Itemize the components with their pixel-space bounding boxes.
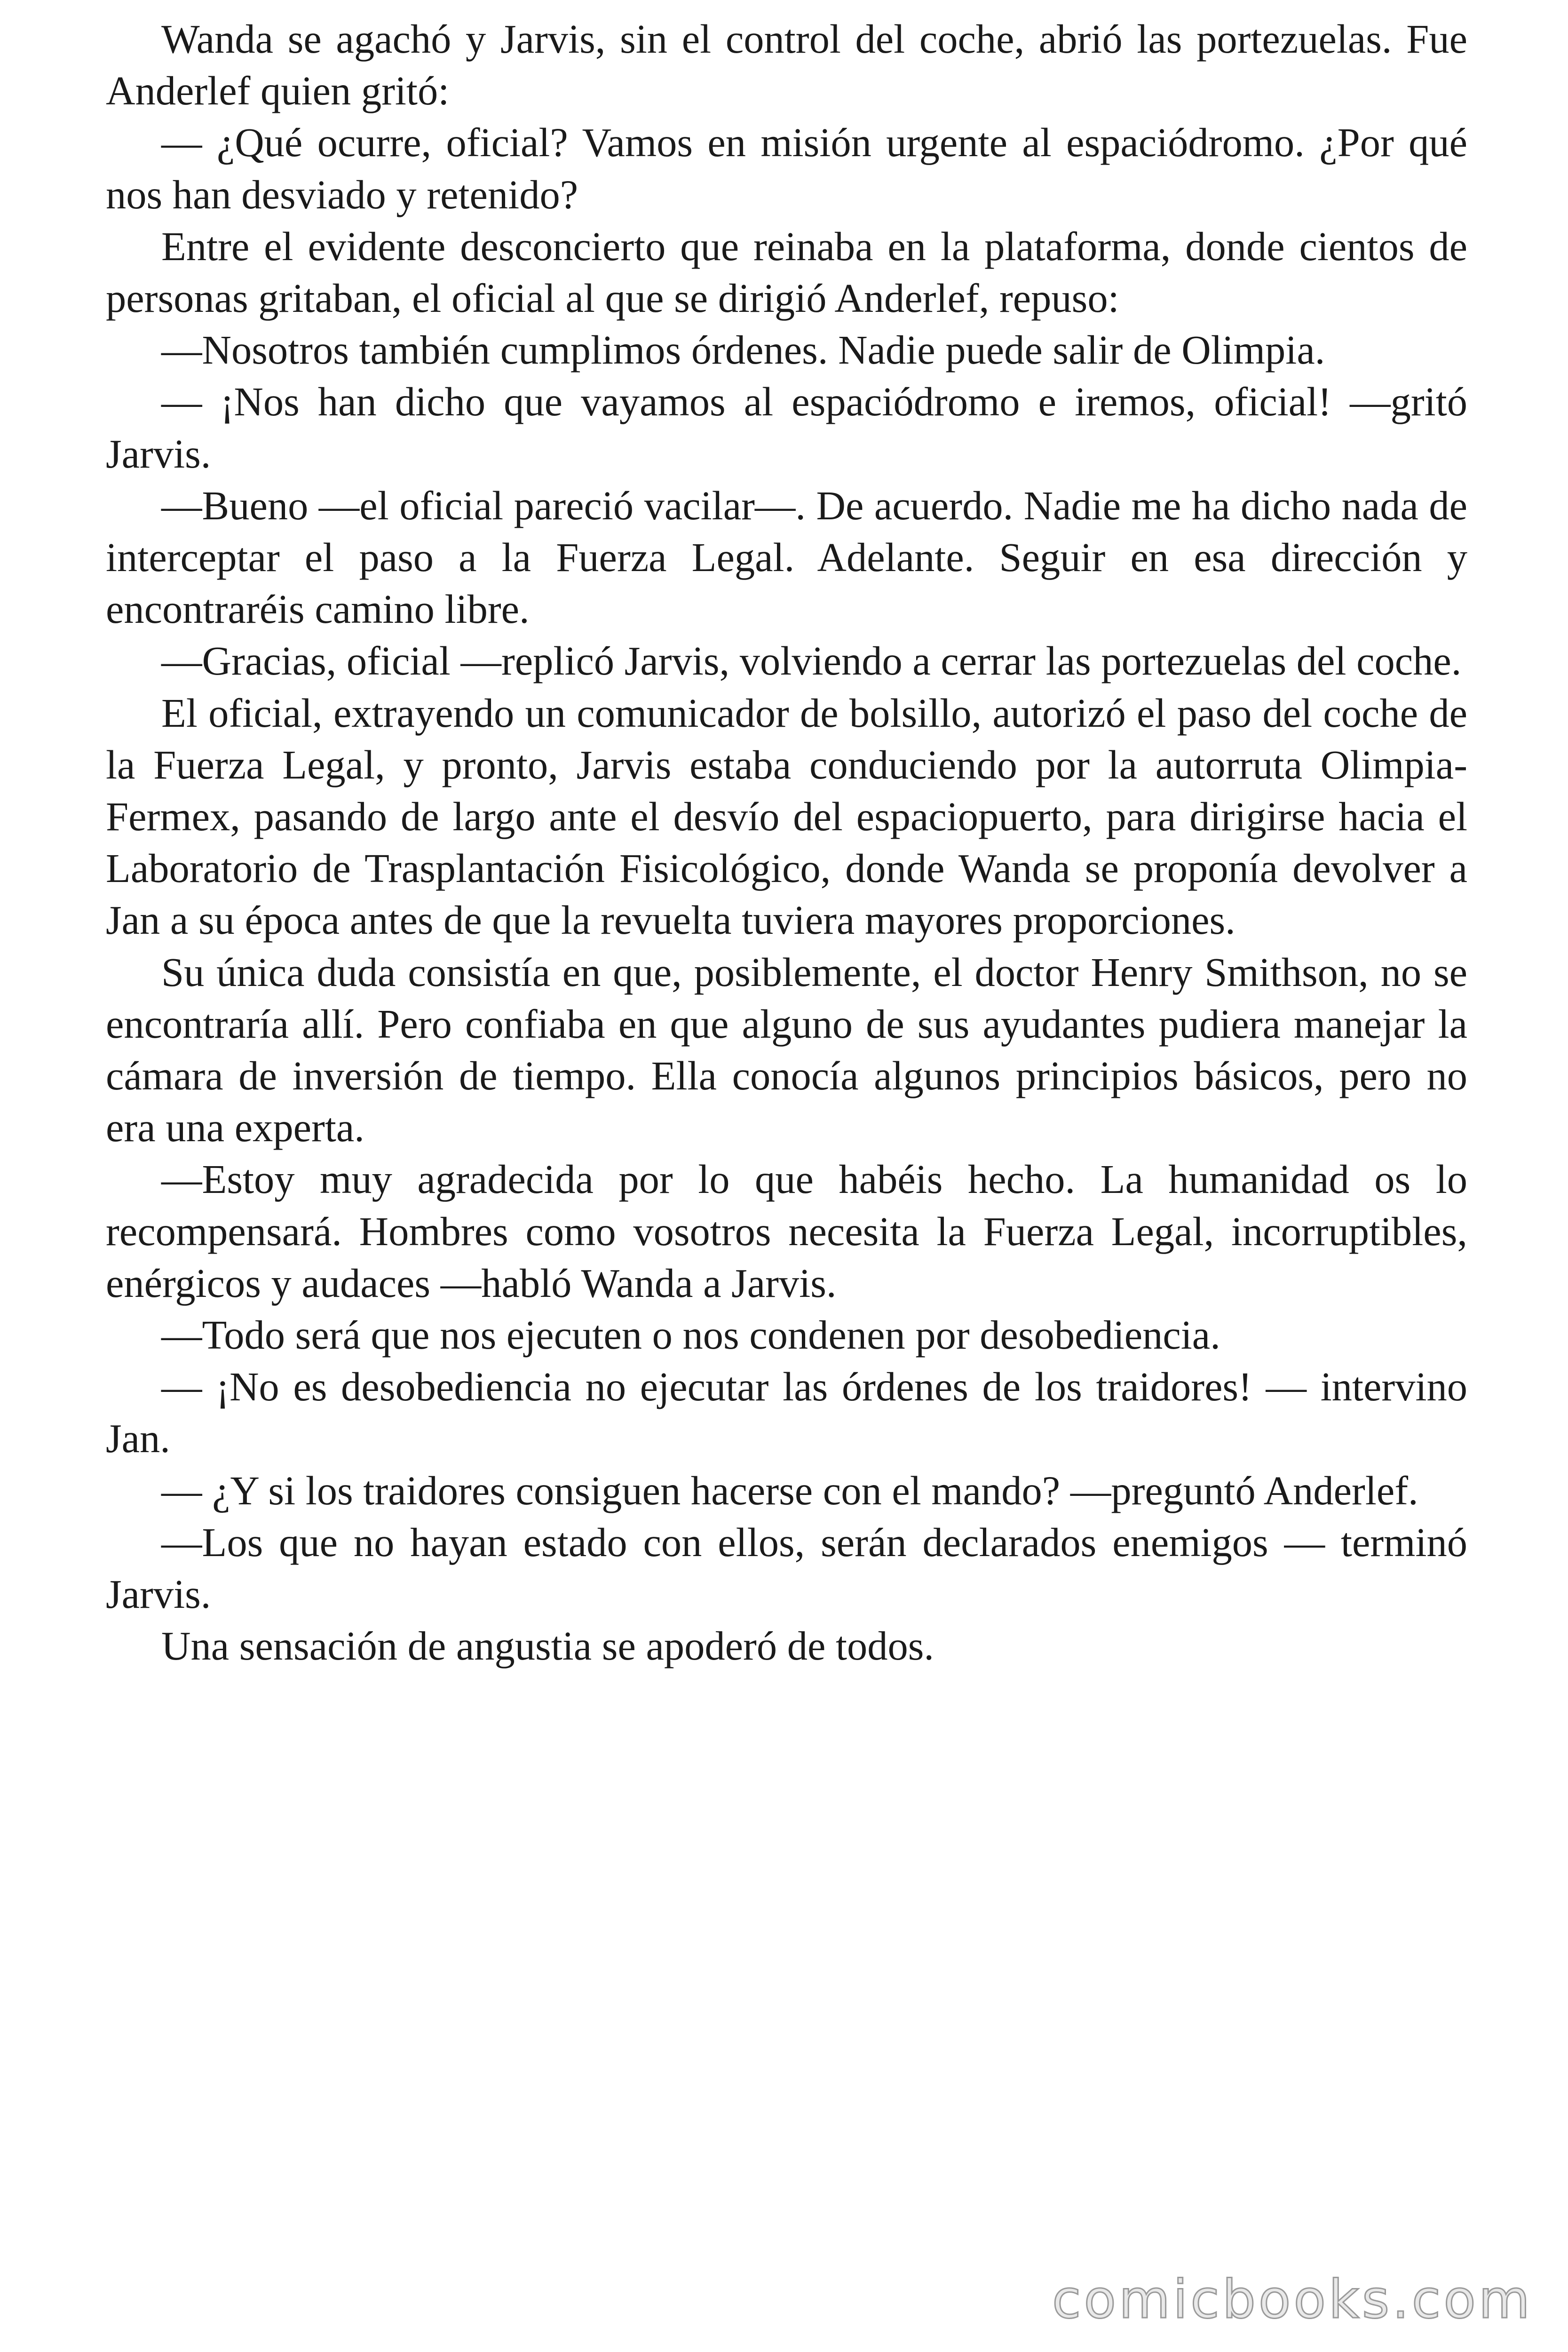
paragraph-8: El oficial, extrayendo un comunicador de bolsillo, autorizó el paso del coche de la Fuerza Legal, y pronto, Jarvis estaba conduciendo por la autorruta Olimpia-Fermex, pasando de largo ante el desvío del espaciopuerto, para dirigirse hacia el Laboratorio de Trasplantación Fisicológico, donde Wanda se proponía devolver a Jan a su época antes de que la revuelta tuviera mayores proporciones. bbox=[106, 690, 1467, 943]
paragraph-7: —Gracias, oficial —replicó Jarvis, volviendo a cerrar las portezuelas del coche. bbox=[161, 638, 1462, 684]
paragraph-6: —Bueno —el oficial pareció vacilar—. De acuerdo. Nadie me ha dicho nada de interceptar el paso a la Fuerza Legal. Adelante. Seguir en esa dirección y encontraréis camino libre. bbox=[106, 483, 1467, 632]
paragraph-2: — ¿Qué ocurre, oficial? Vamos en misión urgente al espaciódromo. ¿Por qué nos han desviado y retenido? bbox=[106, 120, 1467, 217]
paragraph-4: —Nosotros también cumplimos órdenes. Nadie puede salir de Olimpia. bbox=[161, 327, 1325, 373]
paragraph-11: —Todo será que nos ejecuten o nos condenen por desobediencia. bbox=[161, 1312, 1220, 1358]
paragraph-14: —Los que no hayan estado con ellos, serán declarados enemigos — terminó Jarvis. bbox=[106, 1519, 1467, 1617]
paragraph-5: — ¡Nos han dicho que vayamos al espaciódromo e iremos, oficial! —gritó Jarvis. bbox=[106, 379, 1467, 477]
site-watermark: comicbooks.com bbox=[1052, 2269, 1533, 2330]
paragraph-3: Entre el evidente desconcierto que reinaba en la plataforma, donde cientos de personas gritaban, el oficial al que se dirigió Anderlef, repuso: bbox=[106, 223, 1467, 321]
paragraph-9: Su única duda consistía en que, posiblemente, el doctor Henry Smithson, no se encontraría allí. Pero confiaba en que alguno de sus ayudantes pudiera manejar la cámara de inversión de tiempo. Ella conocía algunos principios básicos, pero no era una experta. bbox=[106, 949, 1467, 1151]
paragraph-10: —Estoy muy agradecida por lo que habéis hecho. La humanidad os lo recompensará. Hombres como vosotros necesita la Fuerza Legal, incorruptibles, enérgicos y audaces —habló Wanda a Jarvis. bbox=[106, 1157, 1467, 1306]
paragraph-15: Una sensación de angustia se apoderó de todos. bbox=[161, 1623, 934, 1669]
paragraph-13: — ¿Y si los traidores consiguen hacerse con el mando? —preguntó Anderlef. bbox=[161, 1468, 1418, 1513]
paragraph-12: — ¡No es desobediencia no ejecutar las órdenes de los traidores! — intervino Jan. bbox=[106, 1364, 1467, 1462]
paragraph-1: Wanda se agachó y Jarvis, sin el control del coche, abrió las portezuelas. Fue Anderlef quien gritó: bbox=[106, 16, 1467, 114]
book-page-text bbox=[106, 13, 1467, 1672]
